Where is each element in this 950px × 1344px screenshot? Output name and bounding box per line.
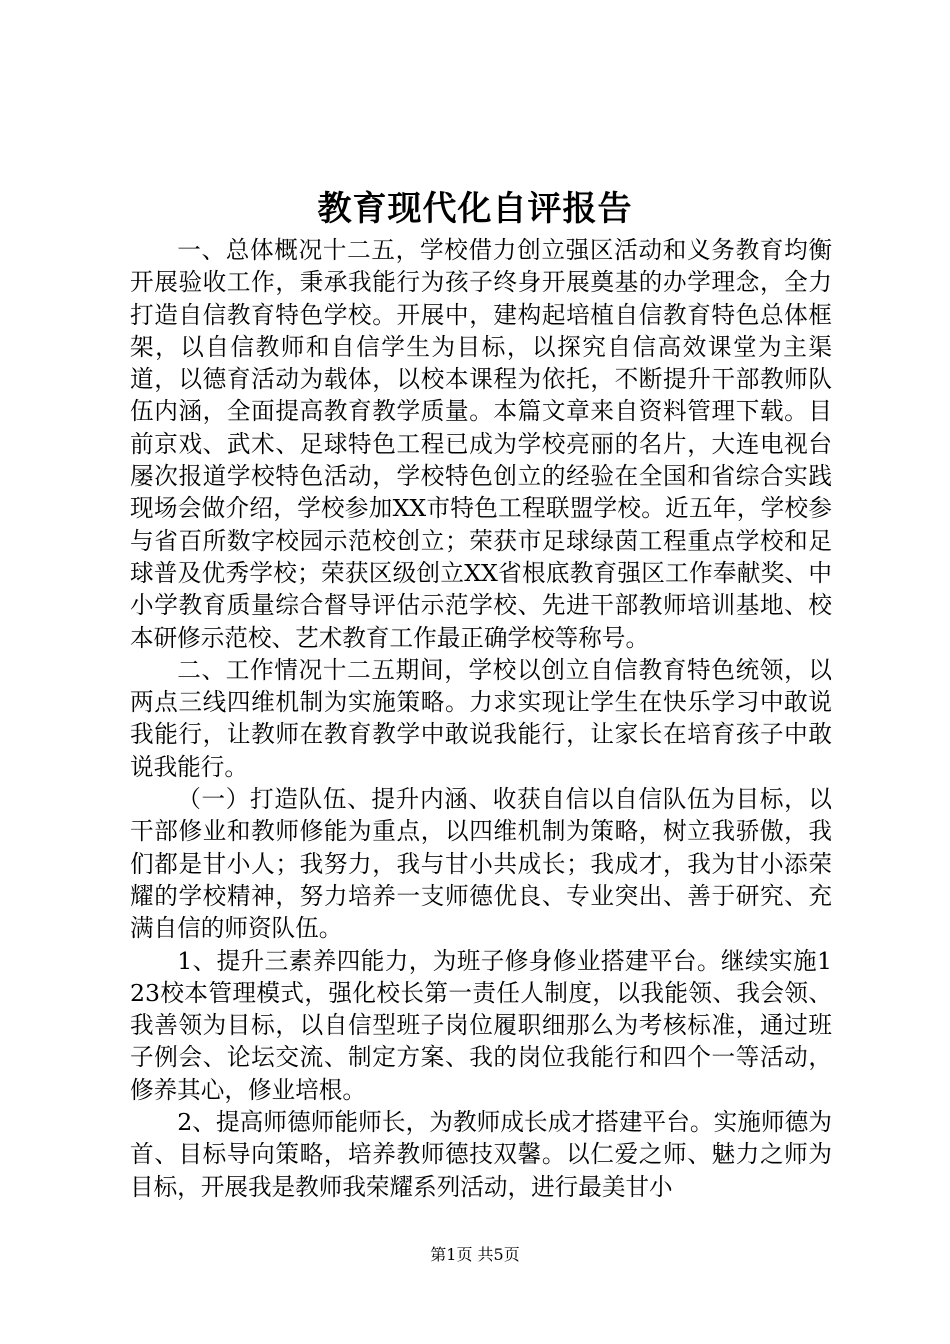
document-title: 教育现代化自评报告 [317, 189, 633, 229]
paragraph-teacher-ethics: 2、提高师德师能师长，为教师成长成才搭建平台。实施师德为首、目标导向策略，培养教师德技双馨。以仁爱之师、魅力之师为目标，开展我是教师我荣耀系列活动，进行最美甘小 [130, 1108, 832, 1201]
page-footer: 第1页 共5页 [430, 1245, 520, 1264]
paragraph-work-situation: 二、工作情况十二五期间，学校以创立自信教育特色统领，以两点三线四维机制为实施策略。力求实现让学生在快乐学习中敢说我能行，让教师在教育教学中敢说我能行，让家长在培育孩子中敢说我能行。 [130, 655, 832, 781]
document-body [130, 234, 832, 1203]
paragraph-leadership: 1、提升三素养四能力，为班子修身修业搭建平台。继续实施123校本管理模式，强化校长第一责任人制度，以我能领、我会领、我善领为目标，以自信型班子岗位履职细那么为考核标准，通过班子例会、论坛交流、制定方案、我的岗位我能行和四个一等活动，修养其心，修业培根。 [130, 946, 832, 1104]
paragraph-team-building: （一）打造队伍、提升内涵、收获自信以自信队伍为目标，以干部修业和教师修能为重点，以四维机制为策略，树立我骄傲，我们都是甘小人；我努力，我与甘小共成长；我成才，我为甘小添荣耀的学校精神，努力培养一支师德优良、专业突出、善于研究、充满自信的师资队伍。 [130, 785, 832, 943]
paragraph-overview: 一、总体概况十二五，学校借力创立强区活动和义务教育均衡开展验收工作，秉承我能行为孩子终身开展奠基的办学理念，全力打造自信教育特色学校。开展中，建构起培植自信教育特色总体框架，以自信教师和自信学生为目标，以探究自信高效课堂为主渠道，以德育活动为载体，以校本课程为依托，不断提升干部教师队伍内涵，全面提高教育教学质量。本篇文章来自资料管理下载。目前京戏、武术、足球特色工程已成为学校亮丽的名片，大连电视台屡次报道学校特色活动，学校特色创立的经验在全国和省综合实践现场会做介绍，学校参加XX市特色工程联盟学校。近五年，学校参与省百所数字校园示范校创立；荣获市足球绿茵工程重点学校和足球普及优秀学校；荣获区级创立XX省根底教育强区工作奉献奖、中小学教育质量综合督导评估示范学校、先进干部教师培训基地、校本研修示范校、艺术教育工作最正确学校等称号。 [130, 236, 832, 652]
